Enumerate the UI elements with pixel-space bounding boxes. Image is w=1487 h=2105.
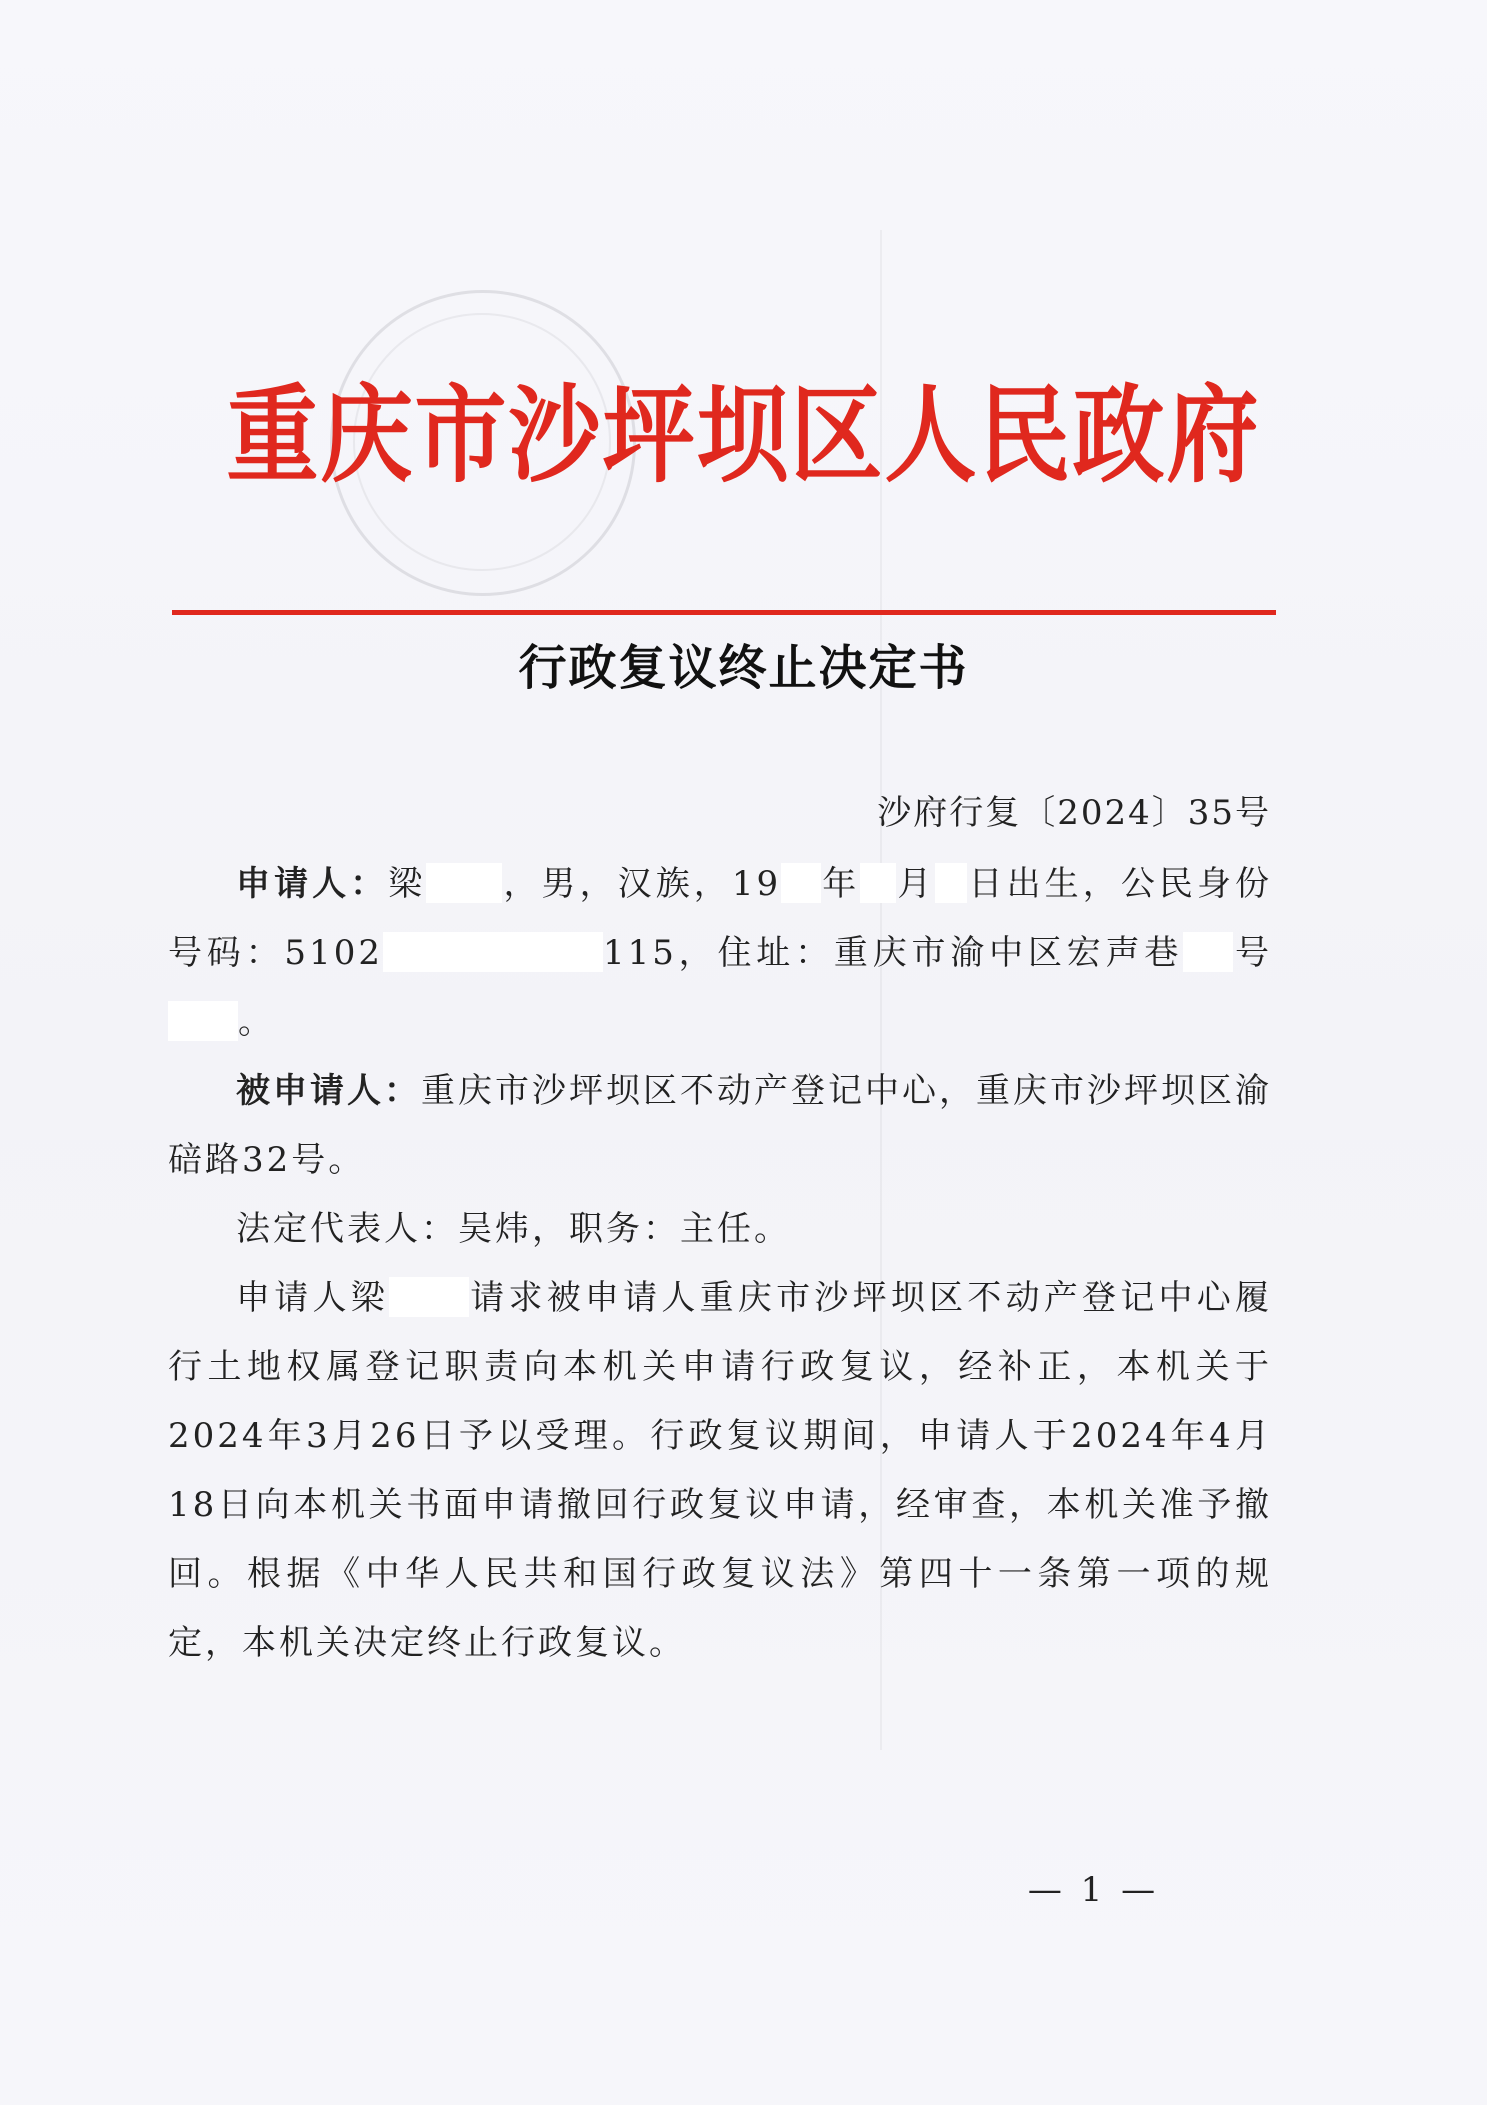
- redaction-box: [383, 932, 603, 972]
- applicant-paragraph: [168, 850, 1272, 1057]
- applicant-label: 申请人：: [236, 864, 389, 904]
- redaction-box: [168, 1001, 238, 1041]
- respondent-label: 被申请人：: [236, 1071, 421, 1111]
- decision-lead: 申请人梁: [236, 1278, 389, 1318]
- birth-year-unit: 年: [821, 864, 861, 904]
- redaction-box: [1183, 932, 1233, 972]
- redaction-box: [935, 863, 967, 903]
- document-number: 沙府行复〔2024〕35号: [877, 793, 1271, 833]
- decision-text: 请求被申请人重庆市沙坪坝区不动产登记中心履行土地权属登记职责向本机关申请行政复议，经补正，本机关于2024年3月26日予以受理。行政复议期间，申请人于2024年4月18日向本机关书面申请撤回行政复议申请，经审查，本机关准予撤回。根据《中华人民共和国行政复议法》第四十一条第一项的规定，本机关决定终止行政复议。: [168, 1278, 1273, 1663]
- document-body: [168, 850, 1272, 1678]
- document-title: 行政复议终止决定书: [518, 640, 969, 696]
- applicant-gender-ethnicity: ，男，汉族，19: [502, 864, 782, 904]
- respondent-text: 重庆市沙坪坝区不动产登记中心，重庆市沙坪坝区渝碚路32号。: [168, 1071, 1272, 1180]
- redaction-box: [426, 863, 502, 903]
- applicant-birth-id: 日出生，公民身份号码：5102: [168, 864, 1273, 973]
- government-masthead: 重庆市沙坪坝区人民政府: [226, 372, 1261, 498]
- representative-paragraph: 法定代表人：吴炜，职务：主任。: [236, 1209, 791, 1249]
- redaction-box: [860, 863, 896, 903]
- page-number: — 1 —: [1027, 1870, 1160, 1910]
- redaction-box: [389, 1277, 469, 1317]
- house-number-unit: 号: [1233, 933, 1273, 973]
- applicant-name-prefix: 梁: [388, 864, 427, 904]
- red-divider-line: [172, 610, 1276, 615]
- applicant-address: 115，住址：重庆市渝中区宏声巷: [602, 933, 1184, 973]
- birth-month-unit: 月: [896, 864, 936, 904]
- applicant-end: 。: [238, 1002, 275, 1042]
- redaction-box: [781, 863, 821, 903]
- decision-paragraph: [168, 1264, 1272, 1678]
- respondent-paragraph: [168, 1057, 1272, 1195]
